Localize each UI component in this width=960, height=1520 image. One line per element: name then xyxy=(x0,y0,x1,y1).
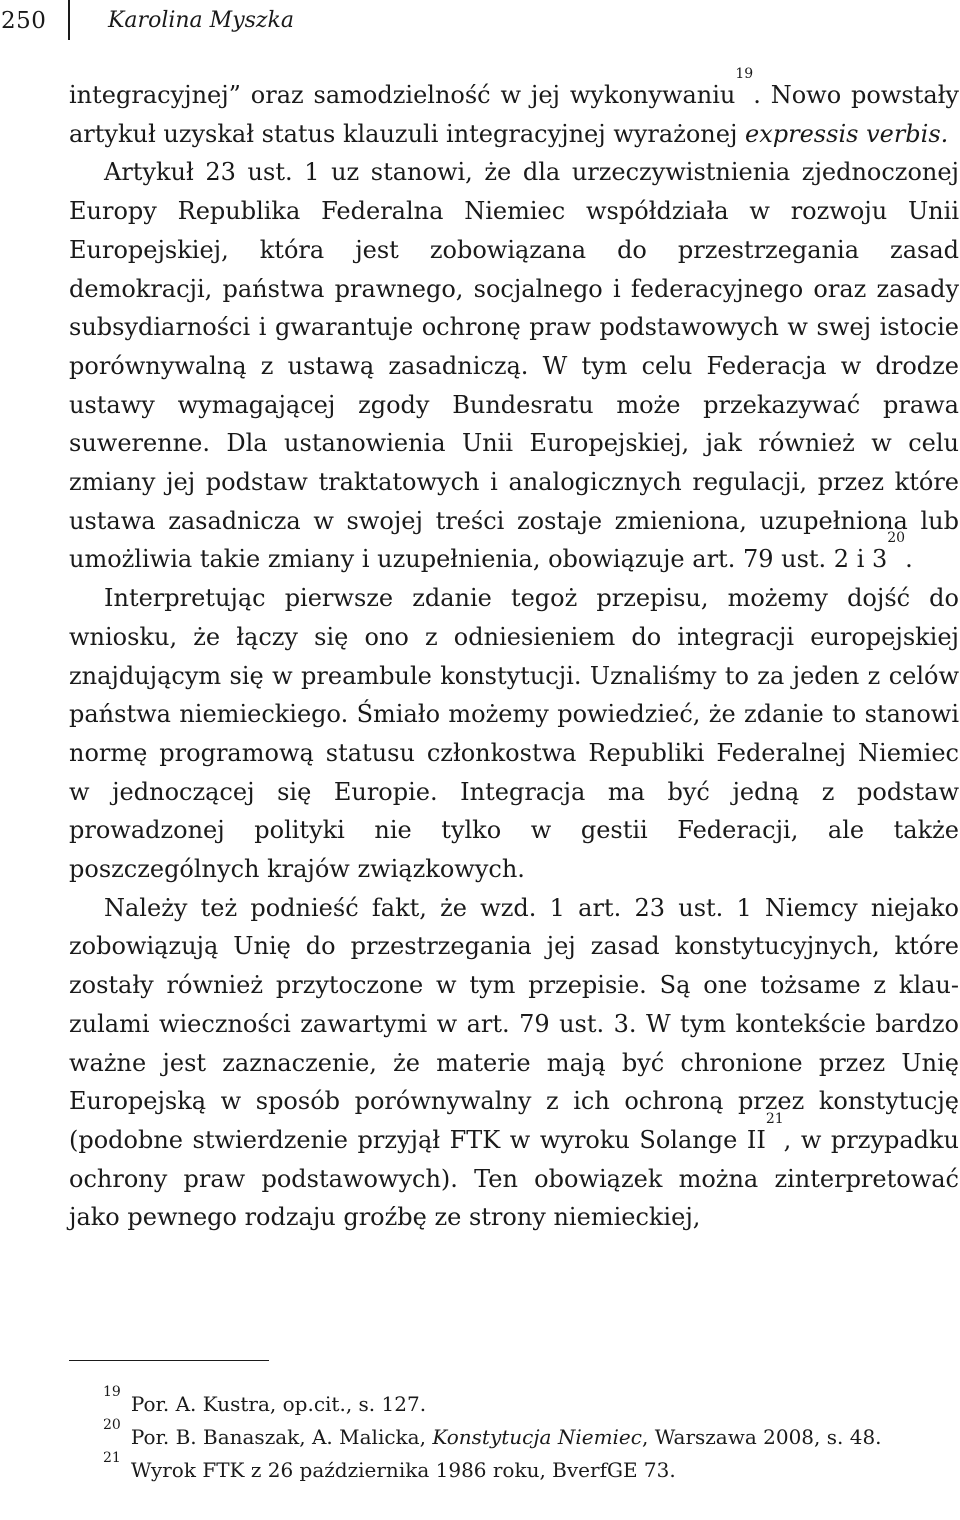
paragraph-3-text: Interpretując pierwsze zdanie tegoż przepisu, możemy dojść do wniosku, że łączy się ono z odniesieniem do integracji europejskiej znajdującym się w preambule konstytucji. Uznaliśmy to za jeden z celów państwa niemieckiego. Śmiało możemy powiedzieć, że zdanie to stanowi normę programową statusu członkostwa Republiki Federalnej Niemiec w jednoczącej się Europie. Integracja ma być jedną z podstaw prowadzonej polityki nie tylko w gestii Federacji, ale także poszczególnych krajów związkowych. xyxy=(69,584,959,884)
paragraph-2-text-b: . xyxy=(905,545,913,574)
paragraph-1-italic: expressis verbis. xyxy=(745,119,949,148)
footnote-21 xyxy=(69,1450,959,1487)
footnote-text-end: , Warszawa 2008, s. 48. xyxy=(641,1425,882,1449)
running-head-author: Karolina Myszka xyxy=(108,8,294,33)
footnote-text: Wyrok FTK z 26 października 1986 roku, BverfGE 73. xyxy=(130,1458,676,1482)
footnote-separator xyxy=(69,1360,269,1361)
paragraph-4-text-a: Należy też podnieść fakt, że wzd. 1 art. 23 ust. 1 Niemcy niejako zobowiązują Unię do przestrzegania jej zasad konstytucyjnych, które zostały również przytoczone w tym przepisie. Są one tożsame z klauzulami wieczności zawartymi w art. 79 ust. 3. W tym kontekście bardzo ważne jest zaznaczenie, że materie mają być chronione przez Unię Europejską w sposób porównywalny z ich ochroną przez konstytucję (podobne stwierdzenie przyjął FTK w wyroku Solange II xyxy=(69,893,959,1154)
footnote-number: 21 xyxy=(103,1450,121,1466)
page-header xyxy=(0,0,960,48)
footnote-ref-19: 19 xyxy=(735,66,754,82)
paragraph-2 xyxy=(69,153,959,579)
footnote-number: 20 xyxy=(103,1417,121,1433)
footnotes xyxy=(69,1384,959,1487)
footnote-20 xyxy=(69,1417,959,1454)
footnote-ref-21: 21 xyxy=(765,1110,784,1127)
page-number: 250 xyxy=(1,8,47,34)
paragraph-4-text-b: , w przypadku ochrony praw podstawowych). Ten obowiązek można zinterpretować jako pewnego rodzaju groźbę ze strony niemieckiej, xyxy=(69,1125,959,1232)
paragraph-1-text-a: integracyjnej” oraz samodzielność w jej wykonywaniu xyxy=(69,81,736,109)
footnote-ref-20: 20 xyxy=(887,530,906,547)
paragraph-4 xyxy=(69,889,959,1237)
main-text xyxy=(69,66,959,1237)
footnote-italic-title: Konstytucja Niemiec xyxy=(432,1425,642,1449)
footnote-number: 19 xyxy=(103,1384,121,1400)
paragraph-2-text-a: Artykuł 23 ust. 1 uz stanowi, że dla urzeczywistnienia zjednoczonej Europy Republika Federalna Niemiec współdziała w rozwoju Unii Europejskiej, która jest zobowiązana do przestrzegania zasad demokracji, państwa prawnego, socjalnego i federacyjnego oraz zasady subsydiarności i gwarantuje ochronę praw podstawowych w swej istocie porównywalną z ustawą zasadniczą. W tym celu Federacja w drodze ustawy wymagającej zgody Bundesratu może przekazywać prawa suwerenne. Dla ustanowienia Unii Europejskiej, jak również w celu zmiany jej podstaw traktatowych i analogicznych regulacji, przez które ustawa zasadnicza w swojej treści zostaje zmieniona, uzupełniona lub umożliwia takie zmiany i uzupełnienia, obowiązuje art. 79 ust. 2 i 3 xyxy=(69,158,959,574)
paragraph-1 xyxy=(69,66,959,153)
header-divider xyxy=(68,0,70,40)
footnote-text: Por. A. Kustra, op.cit., s. 127. xyxy=(130,1392,427,1416)
paragraph-1-text-b: . Nowo powstały artykuł uzyskał status klauzuli integracyjnej wyrażonej xyxy=(69,81,959,148)
footnote-text: Por. B. Banaszak, A. Malicka, xyxy=(130,1425,433,1449)
footnote-19 xyxy=(69,1384,959,1421)
paragraph-3 xyxy=(69,579,959,889)
